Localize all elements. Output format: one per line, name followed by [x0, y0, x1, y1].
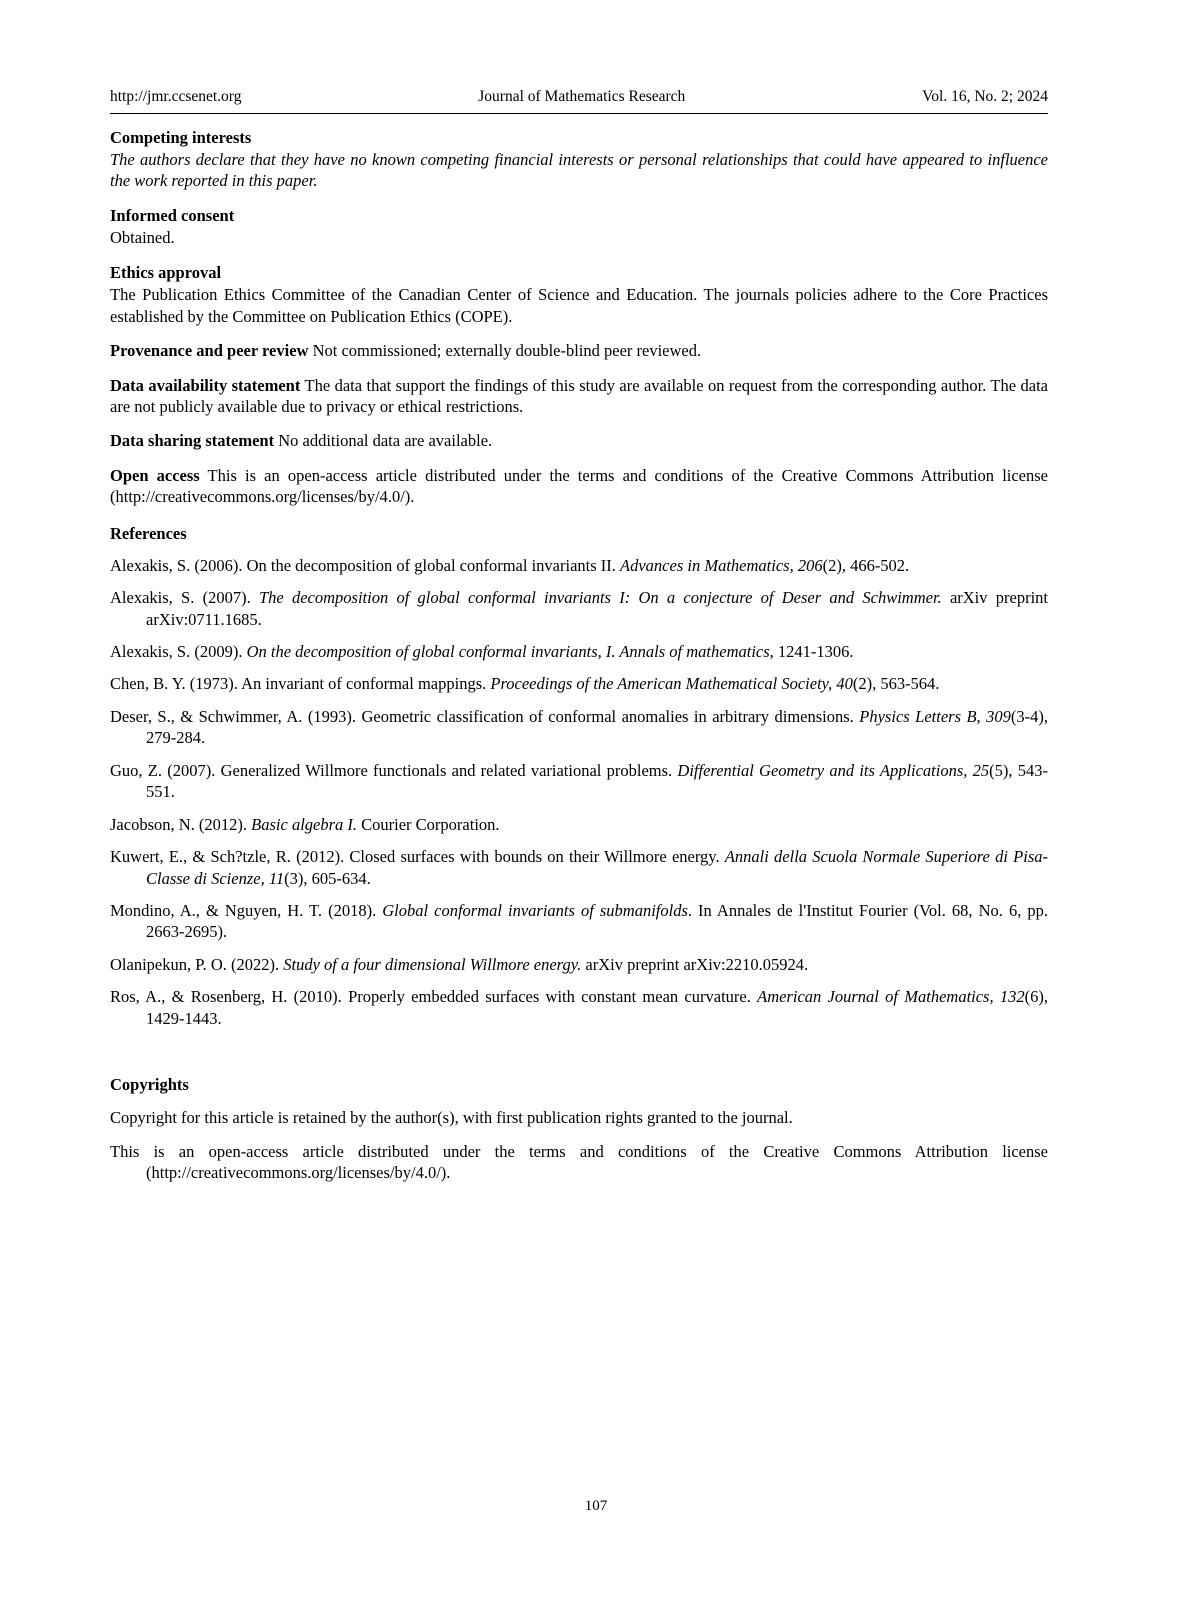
reference-pages: (2), 563-564. — [852, 674, 940, 694]
data-availability-body: The data that support the findings of this study are available on request from the corresponding author. The data are not publicly available due to privacy or ethical restrictions. — [110, 375, 1048, 416]
reference-pages: arXiv preprint arXiv:2210.05924. — [581, 954, 809, 974]
reference-authors-title: Mondino, A., & Nguyen, H. T. (2018). — [110, 900, 383, 920]
reference-item — [110, 706, 1048, 749]
reference-source-italic: Global conformal invariants of submanifolds — [382, 900, 688, 920]
informed-consent-body: Obtained. — [110, 228, 175, 248]
reference-authors-title: Alexakis, S. (2006). On the decomposition of global conformal invariants II. — [110, 555, 621, 575]
running-head-url: http://jmr.ccsenet.org — [110, 88, 242, 105]
reference-source-italic: The decomposition of global conformal invariants I: On a conjecture of Deser and Schwimmer. — [258, 588, 942, 608]
reference-source-italic: Proceedings of the American Mathematical Society, 40 — [490, 674, 853, 694]
reference-authors-title: Olanipekun, P. O. (2022). — [110, 954, 284, 974]
running-head-volume-issue: Vol. 16, No. 2; 2024 — [922, 88, 1048, 105]
section-provenance-peer-review — [110, 340, 1048, 361]
page-content — [110, 88, 1048, 1183]
reference-authors-title: Guo, Z. (2007). Generalized Willmore functionals and related variational problems. — [110, 760, 678, 780]
section-data-availability — [110, 375, 1048, 418]
section-informed-consent — [110, 205, 1048, 249]
reference-pages: (2), 466-502. — [822, 555, 910, 575]
reference-authors-title: Alexakis, S. (2007). — [110, 588, 259, 608]
section-competing-interests — [110, 127, 1048, 192]
copyright-paragraph-2: This is an open-access article distributed under the terms and conditions of the Creative Commons Attribution license (http://creativecommons.org/licenses/by/4.0/). — [110, 1141, 1048, 1183]
reference-item — [110, 760, 1048, 803]
ethics-approval-heading: Ethics approval — [110, 262, 222, 282]
reference-pages: (6), 1429-1443. — [146, 987, 1049, 1028]
reference-source-italic: American Journal of Mathematics, 132 — [757, 987, 1025, 1007]
reference-source-italic: Study of a four dimensional Willmore energy. — [283, 954, 582, 974]
provenance-heading: Provenance and peer review — [110, 341, 309, 361]
running-head — [110, 88, 1048, 114]
reference-pages: , 1241-1306. — [769, 642, 854, 662]
reference-authors-title: Alexakis, S. (2009). — [110, 642, 247, 662]
reference-authors-title: Kuwert, E., & Sch?tzle, R. (2012). Closed surfaces with bounds on their Willmore energy. — [110, 847, 725, 867]
reference-item — [110, 641, 1048, 662]
reference-item — [110, 986, 1048, 1029]
page-number: 107 — [584, 1498, 608, 1514]
reference-source-italic: Differential Geometry and its Applications, 25 — [677, 760, 990, 780]
reference-list — [110, 555, 1048, 1029]
reference-item — [110, 555, 1048, 576]
section-ethics-approval — [110, 262, 1048, 327]
open-access-heading: Open access — [110, 465, 200, 485]
section-open-access — [110, 465, 1048, 508]
reference-source-italic: On the decomposition of global conformal invariants, I. Annals of mathematics — [246, 642, 770, 662]
references-heading: References — [110, 523, 187, 543]
reference-item — [110, 954, 1048, 975]
reference-authors-title: Deser, S., & Schwimmer, A. (1993). Geometric classification of conformal anomalies in arbitrary dimensions. — [110, 706, 860, 726]
copyright-paragraph-1: Copyright for this article is retained by the author(s), with first publication rights granted to the journal. — [110, 1108, 793, 1128]
data-availability-heading: Data availability statement — [110, 375, 301, 395]
reference-source-italic: Annali della Scuola Normale Superiore di Pisa-Classe di Scienze, 11 — [146, 847, 1048, 888]
running-head-journal-title: Journal of Mathematics Research — [478, 88, 686, 105]
reference-pages: arXiv preprint arXiv:0711.1685. — [146, 588, 1048, 629]
section-data-sharing — [110, 430, 1048, 451]
reference-authors-title: Chen, B. Y. (1973). An invariant of conformal mappings. — [110, 674, 491, 694]
competing-interests-heading: Competing interests — [110, 127, 252, 147]
reference-pages: (5), 543-551. — [146, 760, 1049, 802]
reference-source-italic: Advances in Mathematics, 206 — [620, 555, 823, 575]
reference-item — [110, 587, 1048, 630]
reference-item — [110, 814, 1048, 835]
reference-authors-title: Jacobson, N. (2012). — [110, 814, 252, 834]
reference-item — [110, 900, 1048, 943]
reference-pages: (3-4), 279-284. — [146, 706, 1048, 748]
data-sharing-heading: Data sharing statement — [110, 431, 275, 451]
ethics-approval-body: The Publication Ethics Committee of the Canadian Center of Science and Education. The journals policies adhere to the Core Practices established by the Committee on Publication Ethics (COPE). — [110, 285, 1048, 326]
open-access-body: This is an open-access article distributed under the terms and conditions of the Creative Commons Attribution license (http://creativecommons.org/licenses/by/4.0/). — [110, 465, 1049, 507]
reference-pages: . In Annales de l'Institut Fourier (Vol. 68, No. 6, pp. 2663-2695). — [146, 900, 1048, 942]
reference-source-italic: Basic algebra I. — [251, 814, 358, 834]
competing-interests-body: The authors declare that they have no known competing financial interests or personal relationships that could have appeared to influence the work reported in this paper. — [110, 150, 1048, 191]
reference-pages: Courier Corporation. — [357, 814, 500, 834]
informed-consent-heading: Informed consent — [110, 205, 235, 225]
reference-pages: (3), 605-634. — [284, 868, 371, 888]
reference-item — [110, 846, 1048, 889]
reference-source-italic: Physics Letters B, 309 — [859, 706, 1011, 726]
data-sharing-body: No additional data are available. — [274, 431, 493, 451]
copyrights-heading: Copyrights — [110, 1075, 189, 1095]
provenance-body: Not commissioned; externally double-blind peer reviewed. — [308, 341, 702, 361]
reference-item — [110, 673, 1048, 694]
reference-authors-title: Ros, A., & Rosenberg, H. (2010). Properly embedded surfaces with constant mean curvature. — [110, 987, 758, 1007]
